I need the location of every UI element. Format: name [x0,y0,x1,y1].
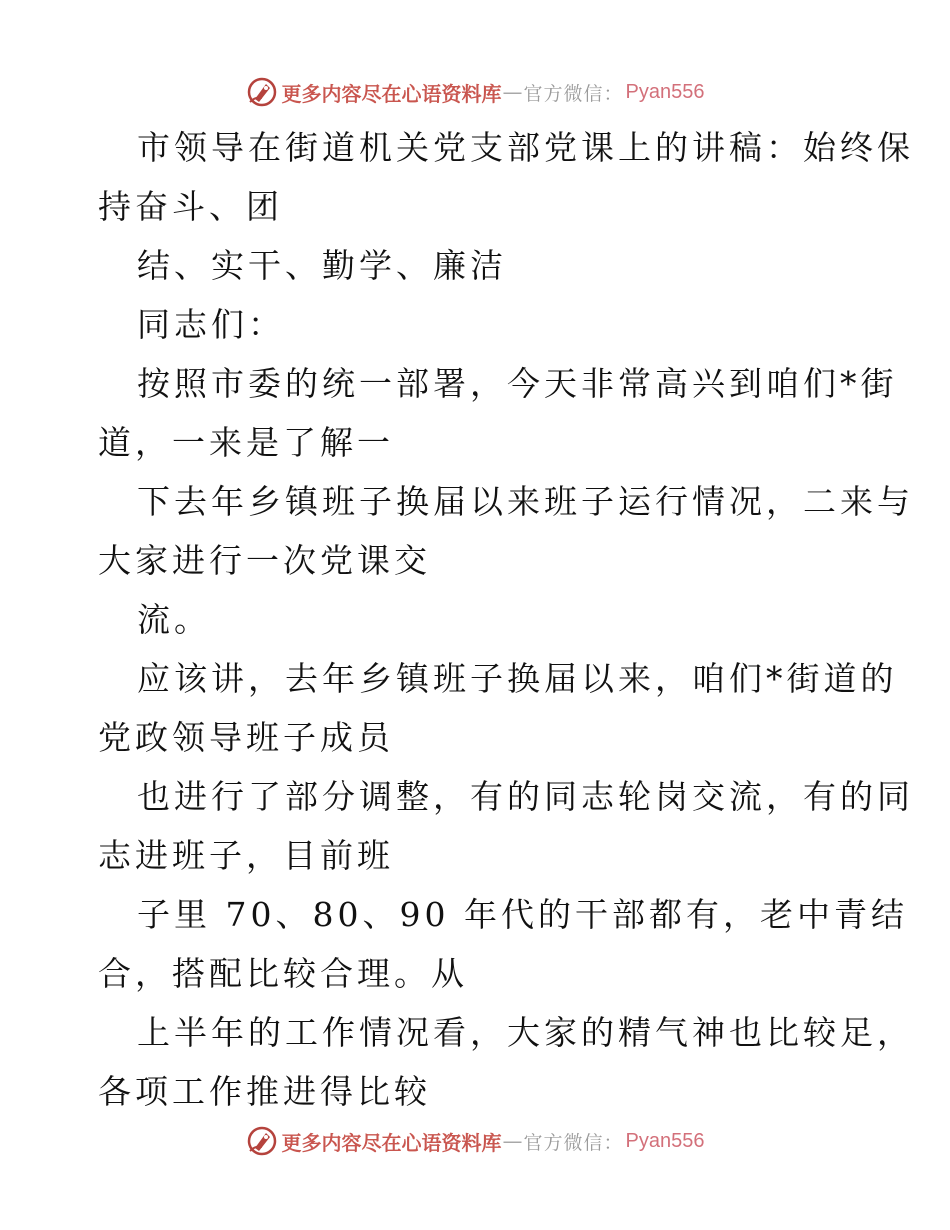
text-line: 志进班子，目前班 [98,836,394,875]
text-line: 市领导在街道机关党支部党课上的讲稿：始终保 [137,128,914,167]
text-line: 各项工作推进得比较 [98,1072,431,1111]
pen-nib-logo-icon [246,76,278,108]
document-body [98,118,914,1121]
wechat-id: Pyan556 [625,1129,705,1152]
text-line: 按照市委的统一部署，今天非常高兴到咱们*街 [137,364,898,403]
salutation-line: 同志们： [137,305,285,344]
footer-banner [0,1121,950,1161]
text-line: 道，一来是了解一 [98,423,394,462]
wechat-label: 官方微信： [523,82,624,105]
text-line: 流。 [137,600,211,639]
wechat-label: 官方微信： [523,1131,624,1154]
wechat-id: Pyan556 [625,80,705,103]
text-line: 持奋斗、团 [98,187,283,226]
promo-text: 更多内容尽在心语资料库 [281,1130,502,1155]
text-line: 子里 70、80、90 年代的干部都有，老中青结 [137,895,908,934]
text-line: 也进行了部分调整，有的同志轮岗交流，有的同 [137,777,914,816]
text-line: 党政领导班子成员 [98,718,394,757]
header-banner [0,72,950,112]
promo-text: 更多内容尽在心语资料库 [281,81,502,106]
text-line: 结、实干、勤学、廉洁 [137,246,507,285]
text-line: 上半年的工作情况看，大家的精气神也比较足， [137,1013,914,1052]
pen-nib-logo-icon [246,1125,278,1157]
text-line: 应该讲，去年乡镇班子换届以来，咱们*街道的 [137,659,898,698]
text-line: 下去年乡镇班子换届以来班子运行情况，二来与 [137,482,914,521]
text-line: 合，搭配比较合理。从 [98,954,468,993]
separator-dash: — [502,1129,523,1153]
text-line: 大家进行一次党课交 [98,541,431,580]
separator-dash: — [502,80,523,104]
